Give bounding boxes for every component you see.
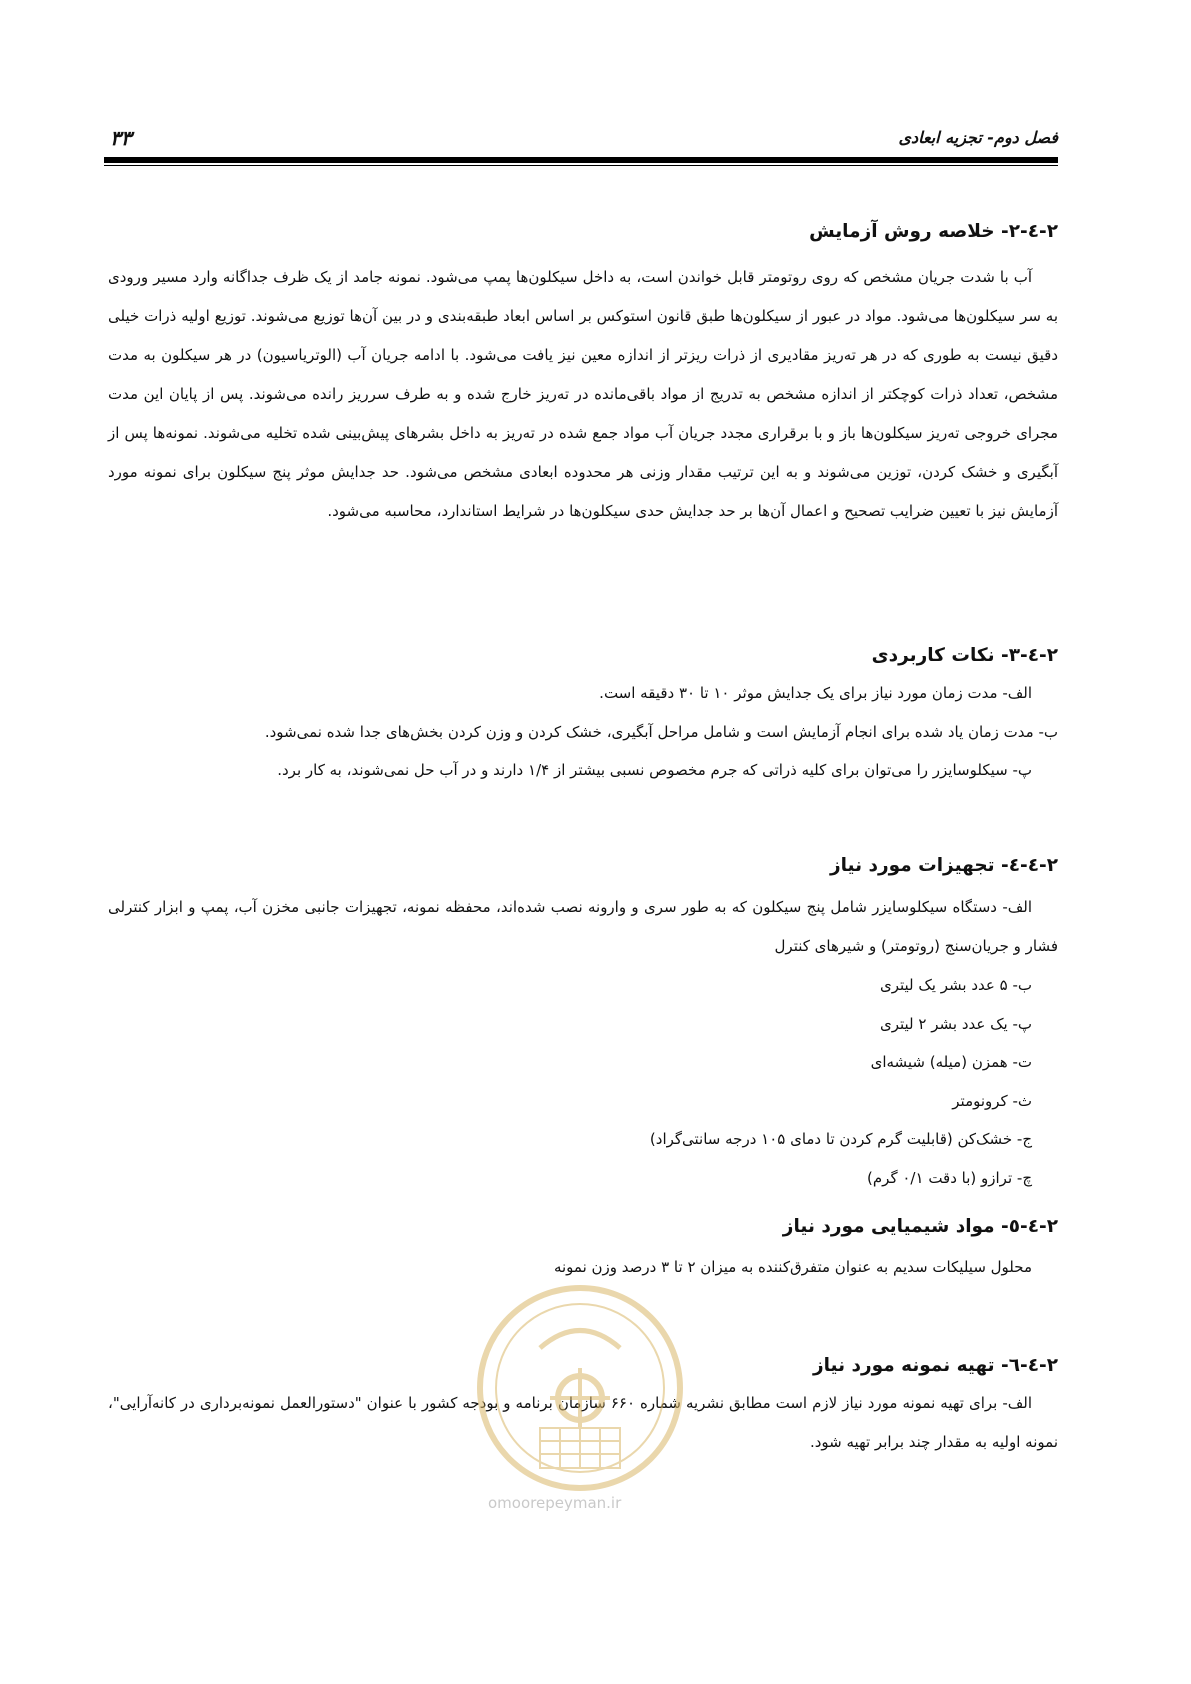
seal-watermark-icon xyxy=(470,1278,690,1498)
chemicals-text: محلول سیلیکات سدیم به عنوان متفرق‌کننده به میزان ۲ تا ۳ درصد وزن نمونه xyxy=(553,1258,1032,1276)
section-heading-equipment: ۲-٤-٤- تجهیزات مورد نیاز xyxy=(829,855,1058,876)
list-item: ث- کرونومتر xyxy=(952,1091,1032,1110)
watermark-url: omoorepeyman.ir xyxy=(488,1494,622,1512)
list-item: ج- خشک‌کن (قابلیت گرم کردن تا دمای ۱۰۵ درجه سانتی‌گراد) xyxy=(649,1130,1032,1148)
list-item: الف- دستگاه سیکلوسایزر شامل پنج سیکلون که به طور سری و وارونه نصب شده‌اند، محفظه نمونه، تجهیزات جانبی مخزن آب، پمپ و ابزار کنترلی فشار و جریان‌سنج (روتومتر) و شیرهای کنترل xyxy=(108,898,1058,955)
section-heading-test-summary: ۲-٤-۲- خلاصه روش آزمایش xyxy=(809,221,1058,242)
header-rule xyxy=(104,157,1058,163)
list-item: ت- همزن (میله) شیشه‌ای xyxy=(870,1053,1032,1071)
list-item: چ- ترازو (با دقت ۰/۱ گرم) xyxy=(867,1168,1032,1187)
list-item: ب- مدت زمان یاد شده برای انجام آزمایش است و شامل مراحل آبگیری، خشک کردن و وزن کردن بخش‌های جدا شده نمی‌شود. xyxy=(264,722,1058,741)
list-item: پ- یک عدد بشر ۲ لیتری xyxy=(879,1014,1032,1033)
section-heading-chemicals: ۲-٤-٥- مواد شیمیایی مورد نیاز xyxy=(782,1216,1058,1237)
list-item: الف- مدت زمان مورد نیاز برای یک جدایش موثر ۱۰ تا ۳۰ دقیقه است. xyxy=(599,684,1032,702)
header-rule-thin xyxy=(104,165,1058,166)
equipment-list xyxy=(108,888,1058,1197)
list-item: پ- سیکلوسایزر را می‌توان برای کلیه ذراتی که جرم مخصوص نسبی بیشتر از ۱/۴ دارند و در آب حل نمی‌شوند، به کار برد. xyxy=(277,761,1032,779)
section-heading-practical-notes: ۲-٤-۳- نکات کاربردی xyxy=(871,645,1058,666)
chapter-title: فصل دوم- تجزیه ابعادی xyxy=(898,128,1058,147)
page-number: ۳۳ xyxy=(110,126,132,150)
sample-preparation-paragraph: الف- برای تهیه نمونه مورد نیاز لازم است مطابق نشریه شماره ۶۶۰ سازمان برنامه و بودجه کشور با عنوان "دستورالعمل نمونه‌برداری در کانه‌آرایی"، نمونه اولیه به مقدار چند برابر تهیه شود. xyxy=(108,1394,1058,1451)
section-heading-sample-preparation: ۲-٤-٦- تهیه نمونه مورد نیاز xyxy=(812,1355,1058,1376)
test-summary-paragraph: آب با شدت جریان مشخص که روی روتومتر قابل خواندن است، به داخل سیکلون‌ها پمپ می‌شود. نمونه جامد از یک ظرف جداگانه وارد مسیر ورودی به سر سیکلون‌ها می‌شود. مواد در عبور از سیکلون‌ها طبق قانون استوکس بر اساس ابعاد طبقه‌بندی و در بین آن‌ها توزیع می‌شوند. توزیع اولیه ذرات خیلی دقیق نیست به طوری که در هر ته‌ریز مقادیری از ذرات ریزتر از اندازه معین نیز یافت می‌شود. با ادامه جریان آب (الوتریاسیون) در هر سیکلون به مدت مشخص، تعداد ذرات کوچکتر از اندازه مشخص به تدریج از مواد باقی‌مانده در ته‌ریز خارج شده و به طرف سرریز رانده می‌شوند. پس از پایان این مدت مجرای خروجی ته‌ریز سیکلون‌ها باز و با برقراری مجدد جریان آب مواد جمع شده در ته‌ریز به داخل بشرهای پیش‌بینی شده تخلیه می‌شوند. نمونه‌ها پس از آبگیری و خشک کردن، توزین می‌شوند و به این ترتیب مقدار وزنی هر محدوده ابعادی مشخص می‌شود. حد جدایش موثر پنج سیکلون برای نمونه مورد آزمایش نیز با تعیین ضرایب تصحیح و اعمال آن‌ها بر حد جدایش حدی سیکلون‌ها در شرایط استاندارد، محاسبه می‌شود. xyxy=(108,268,1058,520)
practical-notes-list xyxy=(108,674,1058,790)
list-item: ب- ۵ عدد بشر یک لیتری xyxy=(879,976,1032,994)
